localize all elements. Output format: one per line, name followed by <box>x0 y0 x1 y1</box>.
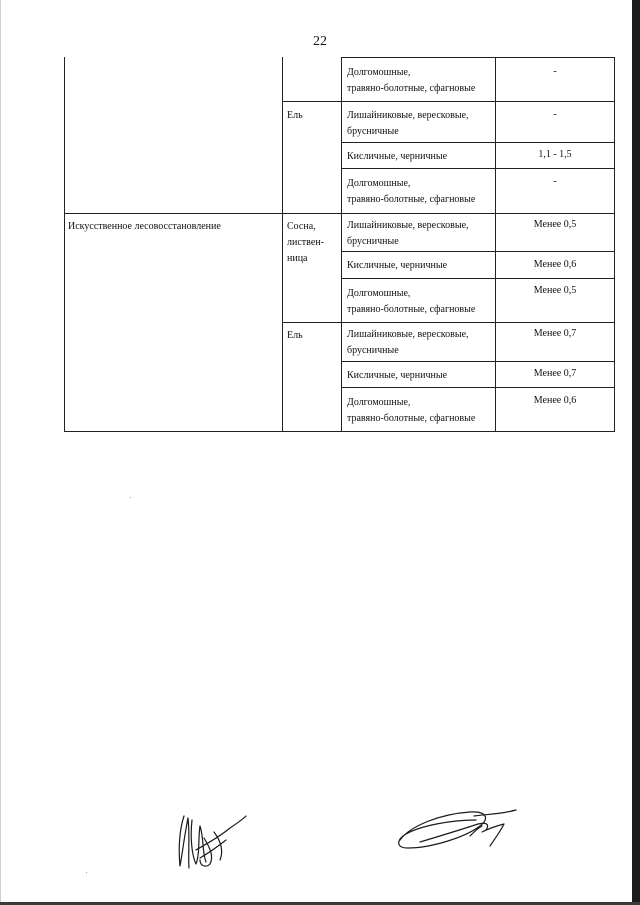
value-cell: - <box>553 109 557 120</box>
forest-type-cell: Лишайниковые, вересковые, брусничные <box>347 110 469 137</box>
value-cell: - <box>553 176 557 187</box>
value-cell: Менее 0,7 <box>533 368 577 379</box>
value-cell: - <box>553 66 557 77</box>
page-edge-right <box>632 0 640 905</box>
forest-type-cell: Лишайниковые, вересковые, брусничные <box>347 329 469 356</box>
species-cell: Ель <box>287 110 303 121</box>
forest-type-cell: Кисличные, черничные <box>347 151 448 162</box>
value-cell: Менее 0,5 <box>533 219 577 230</box>
scan-speck <box>130 497 131 498</box>
page-edge-left <box>0 0 1 905</box>
value-cell: Менее 0,7 <box>533 328 577 339</box>
species-cell: Сосна, листвен- ница <box>287 221 324 264</box>
value-cell: Менее 0,6 <box>533 259 577 270</box>
forest-type-cell: Долгомошные, травяно-болотные, сфагновые <box>347 178 476 205</box>
forest-type-cell: Долгомошные, травяно-болотные, сфагновые <box>347 288 476 315</box>
signature-right <box>390 806 520 856</box>
signature-left <box>170 808 250 872</box>
species-cell: Ель <box>287 330 303 341</box>
forest-type-cell: Долгомошные, травяно-болотные, сфагновые <box>347 67 476 94</box>
value-cell: 1,1 - 1,5 <box>538 149 572 160</box>
forest-type-cell: Кисличные, черничные <box>347 370 448 381</box>
forest-type-cell: Долгомошные, травяно-болотные, сфагновые <box>347 397 476 424</box>
forest-type-cell: Лишайниковые, вересковые, брусничные <box>347 220 469 247</box>
activity-cell: Искусственное лесовосстановление <box>68 221 221 232</box>
page-number: 22 <box>313 34 327 49</box>
value-cell: Менее 0,6 <box>533 395 577 406</box>
value-cell: Менее 0,5 <box>533 285 577 296</box>
scan-speck <box>86 872 87 873</box>
forest-type-cell: Кисличные, черничные <box>347 260 448 271</box>
